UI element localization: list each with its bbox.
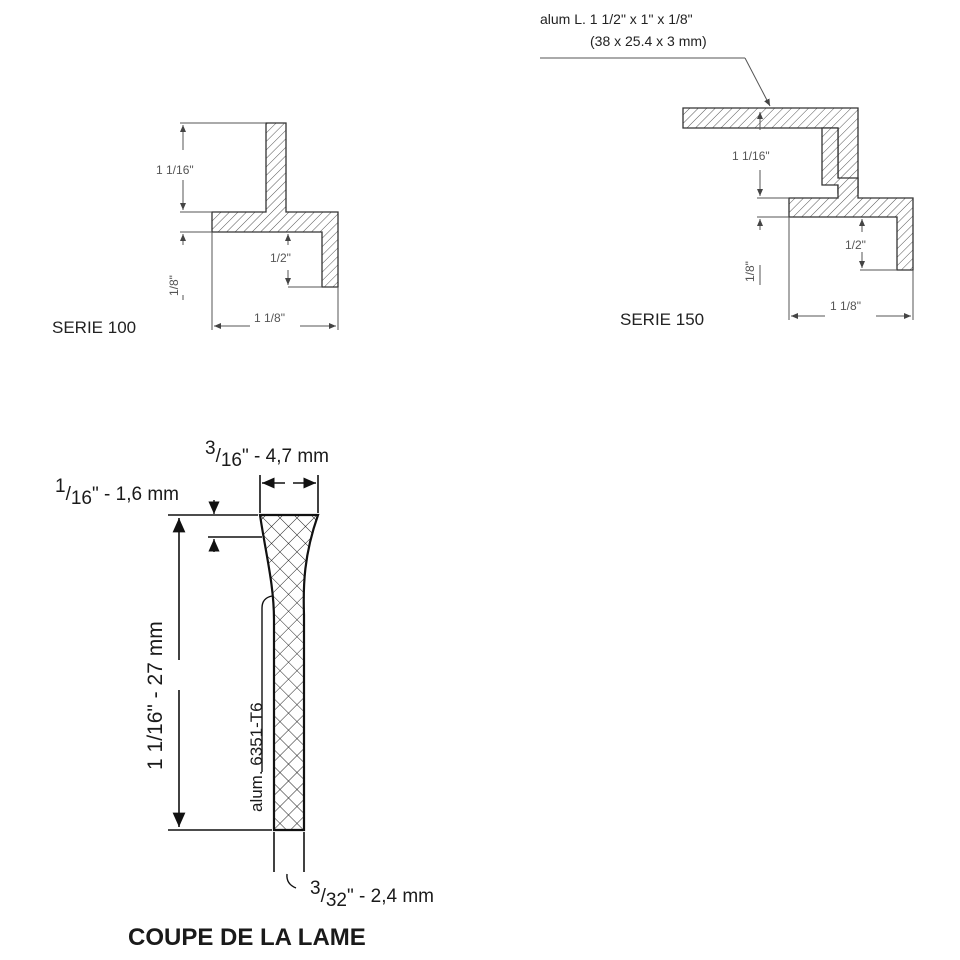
serie-100-thickness-dim: 1/8" xyxy=(167,275,181,296)
blade-section xyxy=(260,515,318,830)
serie-150-angle-label-line1: alum L. 1 1/2" x 1" x 1/8" xyxy=(540,11,693,27)
serie-100-profile xyxy=(52,123,338,337)
serie-100-lip-dim: 1/2" xyxy=(270,251,291,265)
blade-cross-section xyxy=(55,438,434,951)
serie-100-width-dim: 1 1/8" xyxy=(254,311,285,325)
blade-material-label: alum. 6351-T6 xyxy=(247,702,266,812)
blade-bottom-width-dim: 3/32" - 2,4 mm xyxy=(310,878,434,911)
blade-top-step-dim: 1/16" - 1,6 mm xyxy=(55,476,179,509)
serie-100-label: SERIE 100 xyxy=(52,318,137,337)
serie-150-thickness-dim: 1/8" xyxy=(743,261,757,282)
blade-top-width-dim: 3/16" - 4,7 mm xyxy=(205,438,329,471)
serie-150-label: SERIE 150 xyxy=(620,310,705,329)
serie-150-profile xyxy=(540,11,913,329)
serie-100-height-dim: 1 1/16" xyxy=(156,163,194,177)
blade-height-dim: 1 1/16" - 27 mm xyxy=(144,621,167,770)
serie-150-angle-label-line2: (38 x 25.4 x 3 mm) xyxy=(590,33,707,49)
serie-150-lip-dim: 1/2" xyxy=(845,238,866,252)
serie-150-height-dim: 1 1/16" xyxy=(732,149,770,163)
blade-title: COUPE DE LA LAME xyxy=(128,924,366,951)
serie-150-width-dim: 1 1/8" xyxy=(830,299,861,313)
